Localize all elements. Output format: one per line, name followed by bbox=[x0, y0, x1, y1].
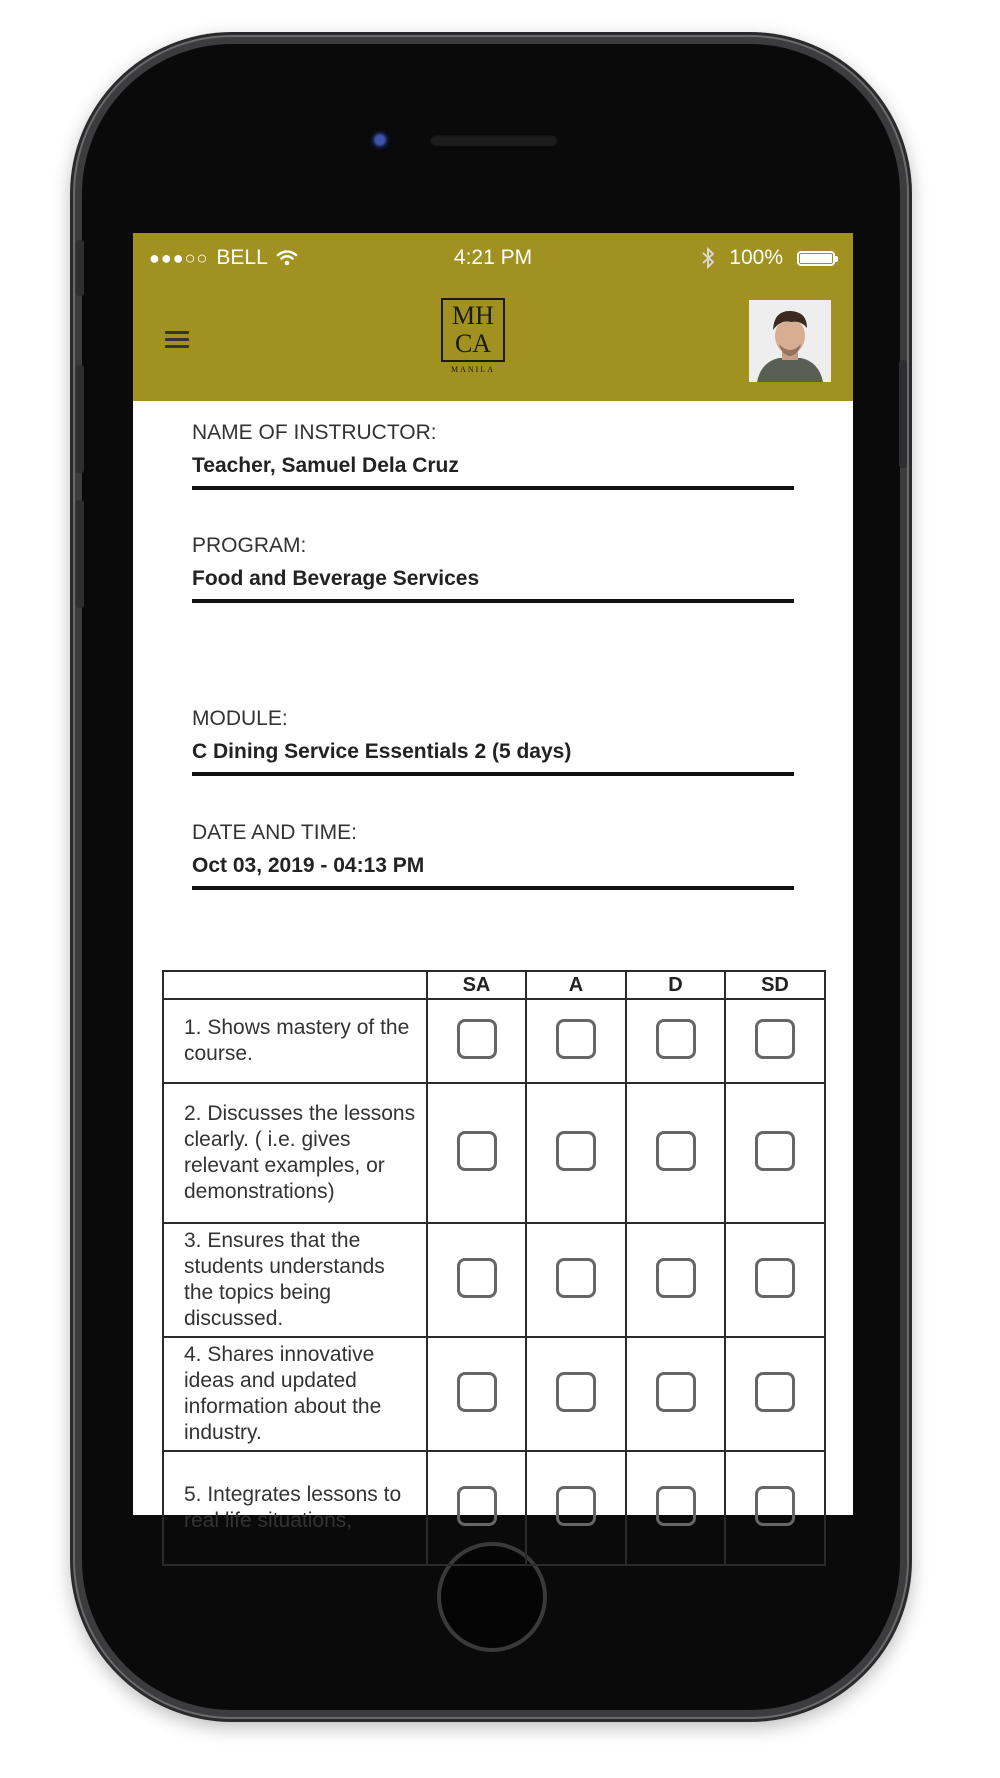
checkbox-q3-d[interactable] bbox=[656, 1258, 696, 1298]
checkbox-q4-sa[interactable] bbox=[457, 1372, 497, 1412]
profile-photo bbox=[749, 300, 831, 382]
checkbox-q1-sa[interactable] bbox=[457, 1019, 497, 1059]
checkbox-q4-d[interactable] bbox=[656, 1372, 696, 1412]
table-row bbox=[163, 1337, 825, 1451]
checkbox-q3-sa[interactable] bbox=[457, 1258, 497, 1298]
checkbox-q5-sa[interactable] bbox=[457, 1486, 497, 1526]
module-label: MODULE: bbox=[192, 707, 288, 730]
table-header-row bbox=[163, 971, 825, 999]
datetime-field bbox=[192, 821, 794, 890]
question-text: 2. Discusses the lessons clearly. ( i.e. gives relevant examples, or demonstrations) bbox=[163, 1083, 427, 1223]
bluetooth-icon bbox=[701, 247, 715, 269]
checkbox-q5-sd[interactable] bbox=[755, 1486, 795, 1526]
program-label: PROGRAM: bbox=[192, 534, 307, 557]
menu-icon[interactable] bbox=[165, 331, 189, 349]
checkbox-q4-sd[interactable] bbox=[755, 1372, 795, 1412]
checkbox-q2-d[interactable] bbox=[656, 1131, 696, 1171]
battery-percent: 100% bbox=[729, 246, 783, 269]
table-row bbox=[163, 1223, 825, 1337]
checkbox-q2-sd[interactable] bbox=[755, 1131, 795, 1171]
column-header-sa: SA bbox=[427, 971, 526, 999]
rating-table bbox=[162, 970, 826, 1566]
instructor-value: Teacher, Samuel Dela Cruz bbox=[192, 454, 794, 490]
table-row bbox=[163, 1451, 825, 1565]
instructor-label: NAME OF INSTRUCTOR: bbox=[192, 421, 437, 444]
app-header bbox=[133, 283, 853, 401]
checkbox-q2-a[interactable] bbox=[556, 1131, 596, 1171]
logo-line-1: MH bbox=[452, 301, 494, 330]
instructor-field bbox=[192, 421, 794, 490]
column-header-d: D bbox=[626, 971, 725, 999]
battery-icon bbox=[797, 251, 835, 266]
column-header-sd: SD bbox=[725, 971, 825, 999]
carrier-name: BELL bbox=[216, 246, 268, 269]
table-row bbox=[163, 1083, 825, 1223]
earpiece-speaker bbox=[430, 134, 558, 146]
module-value: C Dining Service Essentials 2 (5 days) bbox=[192, 740, 794, 776]
avatar[interactable] bbox=[749, 300, 831, 382]
clock: 4:21 PM bbox=[453, 246, 533, 269]
question-text: 1. Shows mastery of the course. bbox=[163, 999, 427, 1083]
program-value: Food and Beverage Services bbox=[192, 567, 794, 603]
datetime-value: Oct 03, 2019 - 04:13 PM bbox=[192, 854, 794, 890]
front-camera bbox=[370, 130, 392, 152]
module-field bbox=[192, 707, 794, 776]
volume-down-button bbox=[76, 500, 84, 608]
status-right bbox=[701, 246, 835, 270]
question-text: 3. Ensures that the students understands the topics being discussed. bbox=[163, 1223, 427, 1337]
program-field bbox=[192, 534, 794, 603]
status-bar bbox=[133, 233, 853, 283]
question-text: 4. Shares innovative ideas and updated information about the industry. bbox=[163, 1337, 427, 1451]
checkbox-q1-sd[interactable] bbox=[755, 1019, 795, 1059]
volume-up-button bbox=[76, 365, 84, 473]
logo-subtitle: MANILA bbox=[451, 365, 495, 374]
logo-mark bbox=[441, 298, 505, 362]
signal-strength: ●●●○○ bbox=[149, 247, 209, 268]
question-text: 5. Integrates lessons to real life situations, bbox=[163, 1451, 427, 1565]
table-row bbox=[163, 999, 825, 1083]
checkbox-q1-d[interactable] bbox=[656, 1019, 696, 1059]
checkbox-q5-d[interactable] bbox=[656, 1486, 696, 1526]
checkbox-q3-a[interactable] bbox=[556, 1258, 596, 1298]
power-button bbox=[899, 360, 907, 468]
checkbox-q1-a[interactable] bbox=[556, 1019, 596, 1059]
checkbox-q4-a[interactable] bbox=[556, 1372, 596, 1412]
app-screen bbox=[133, 233, 853, 1532]
column-header-a: A bbox=[526, 971, 626, 999]
logo-line-2: CA bbox=[454, 329, 492, 358]
question-column-header bbox=[163, 971, 427, 999]
mute-switch bbox=[76, 240, 84, 296]
datetime-label: DATE AND TIME: bbox=[192, 821, 357, 844]
checkbox-q2-sa[interactable] bbox=[457, 1131, 497, 1171]
mhca-logo bbox=[440, 298, 506, 380]
checkbox-q5-a[interactable] bbox=[556, 1486, 596, 1526]
checkbox-q3-sd[interactable] bbox=[755, 1258, 795, 1298]
